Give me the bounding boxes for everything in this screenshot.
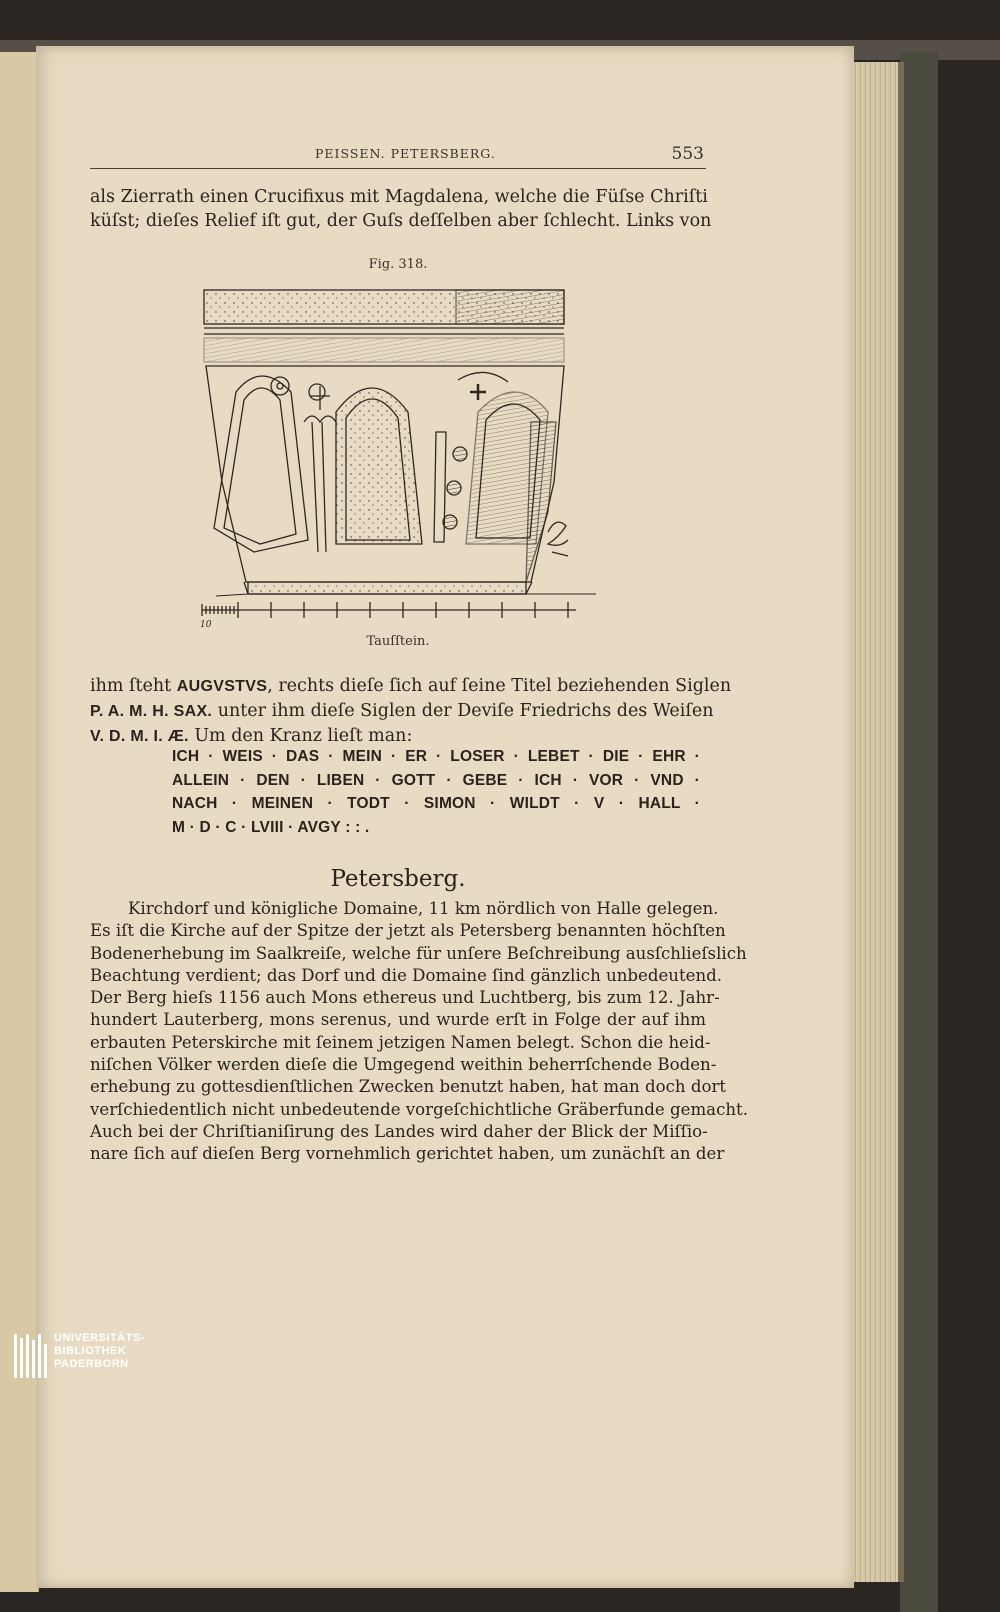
text-span: , rechts dieſe ſich auf ſeine Titel beziehenden Siglen	[267, 676, 732, 696]
text-line: küſst; dieſes Relief iſt gut, der Guſs deſſelben aber ſchlecht. Links von	[90, 211, 712, 231]
text-line: Bodenerhebung im Saalkreiſe, welche für unſere Beſchreibung ausſchlieſslich	[90, 943, 747, 963]
inscription-line: NACH · MEINEN · TODT · SIMON · WILDT · V · HALL ·	[172, 795, 700, 812]
library-logo-text	[54, 1332, 145, 1371]
text-line: als Zierrath einen Crucifixus mit Magdalena, welche die Füſse Chriſti	[90, 187, 708, 207]
scale-label: 10	[200, 620, 212, 630]
inscription-line: ALLEIN · DEN · LIBEN · GOTT · GEBE · ICH · VOR · VND ·	[172, 771, 700, 789]
text-line: erhebung zu gottesdienſtlichen Zwecken benutzt haben, hat man doch dort	[90, 1077, 727, 1097]
intro-paragraph	[90, 185, 712, 233]
text-line: nare ſich auf dieſen Berg vornehmlich gerichtet haben, um zunächſt an der	[90, 1144, 725, 1164]
section-title: Petersberg.	[330, 866, 466, 892]
sigle-titles: P. A. M. H. SAX.	[90, 703, 213, 720]
after-figure-paragraph	[90, 674, 732, 749]
logo-line: PADERBORN	[54, 1358, 129, 1370]
text-line	[90, 699, 714, 724]
text-line: Es iſt die Kirche auf der Spitze der jetzt als Petersberg benannten höchſten	[90, 921, 726, 941]
text-span: unter ihm dieſe Siglen der Deviſe Friedrichs des Weiſen	[212, 701, 714, 721]
book-cover-edge	[900, 52, 938, 1612]
header-rule	[90, 168, 706, 169]
running-header	[90, 146, 706, 170]
text-line: erbauten Peterskirche mit ſeinem jetzigen Namen belegt. Schon die heid-	[90, 1032, 711, 1052]
text-line: Kirchdorf und königliche Domaine, 11 km nördlich von Halle gelegen.	[128, 899, 719, 918]
body-paragraph	[90, 898, 748, 1166]
figure-caption: Tauſſtein.	[366, 634, 430, 649]
inscription-line: ICH · WEIS · DAS · MEIN · ER · LOSER · LEBET · DIE · EHR ·	[172, 748, 700, 765]
page-stack-shadow	[898, 62, 904, 1582]
library-logo	[12, 1330, 212, 1380]
page-number: 553	[671, 144, 704, 164]
page-stack	[853, 62, 903, 1582]
text-span: ihm ſteht	[90, 676, 177, 696]
inscription-block	[172, 745, 700, 839]
logo-line: BIBLIOTHEK	[54, 1345, 127, 1357]
text-line	[90, 674, 732, 699]
baptismal-font-illustration	[196, 282, 606, 632]
running-title: PEISSEN. PETERSBERG.	[315, 146, 496, 161]
figure-label: Fig. 318.	[368, 257, 428, 272]
sigle-motto: V. D. M. I. Æ.	[90, 728, 189, 745]
sigle-augustus: AUGVSTVS	[176, 678, 268, 695]
text-span: Um den Kranz lieſt man:	[188, 726, 413, 746]
text-line: verſchiedentlich nicht unbedeutende vorgeſchichtliche Gräberfunde gemacht.	[90, 1099, 748, 1119]
text-line: Auch bei der Chriſtianiſirung des Landes wird daher der Blick der Miſſio-	[90, 1121, 708, 1141]
inscription-line: M · D · C · LVIII · AVGY : : .	[172, 818, 370, 836]
text-line: Beachtung verdient; das Dorf und die Domaine ſind gänzlich unbedeutend.	[90, 965, 723, 985]
text-line: niſchen Völker werden dieſe die Umgegend weithin beherrſchende Boden-	[90, 1055, 717, 1075]
text-line: Der Berg hieſs 1156 auch Mons ethereus und Luchtberg, bis zum 12. Jahr-	[90, 988, 720, 1008]
text-line: hundert Lauterberg, mons serenus, und wurde erſt in Folge der auf ihm	[90, 1010, 706, 1030]
library-logo-icon	[12, 1334, 48, 1378]
logo-line: UNIVERSITÄTS-	[54, 1332, 145, 1344]
